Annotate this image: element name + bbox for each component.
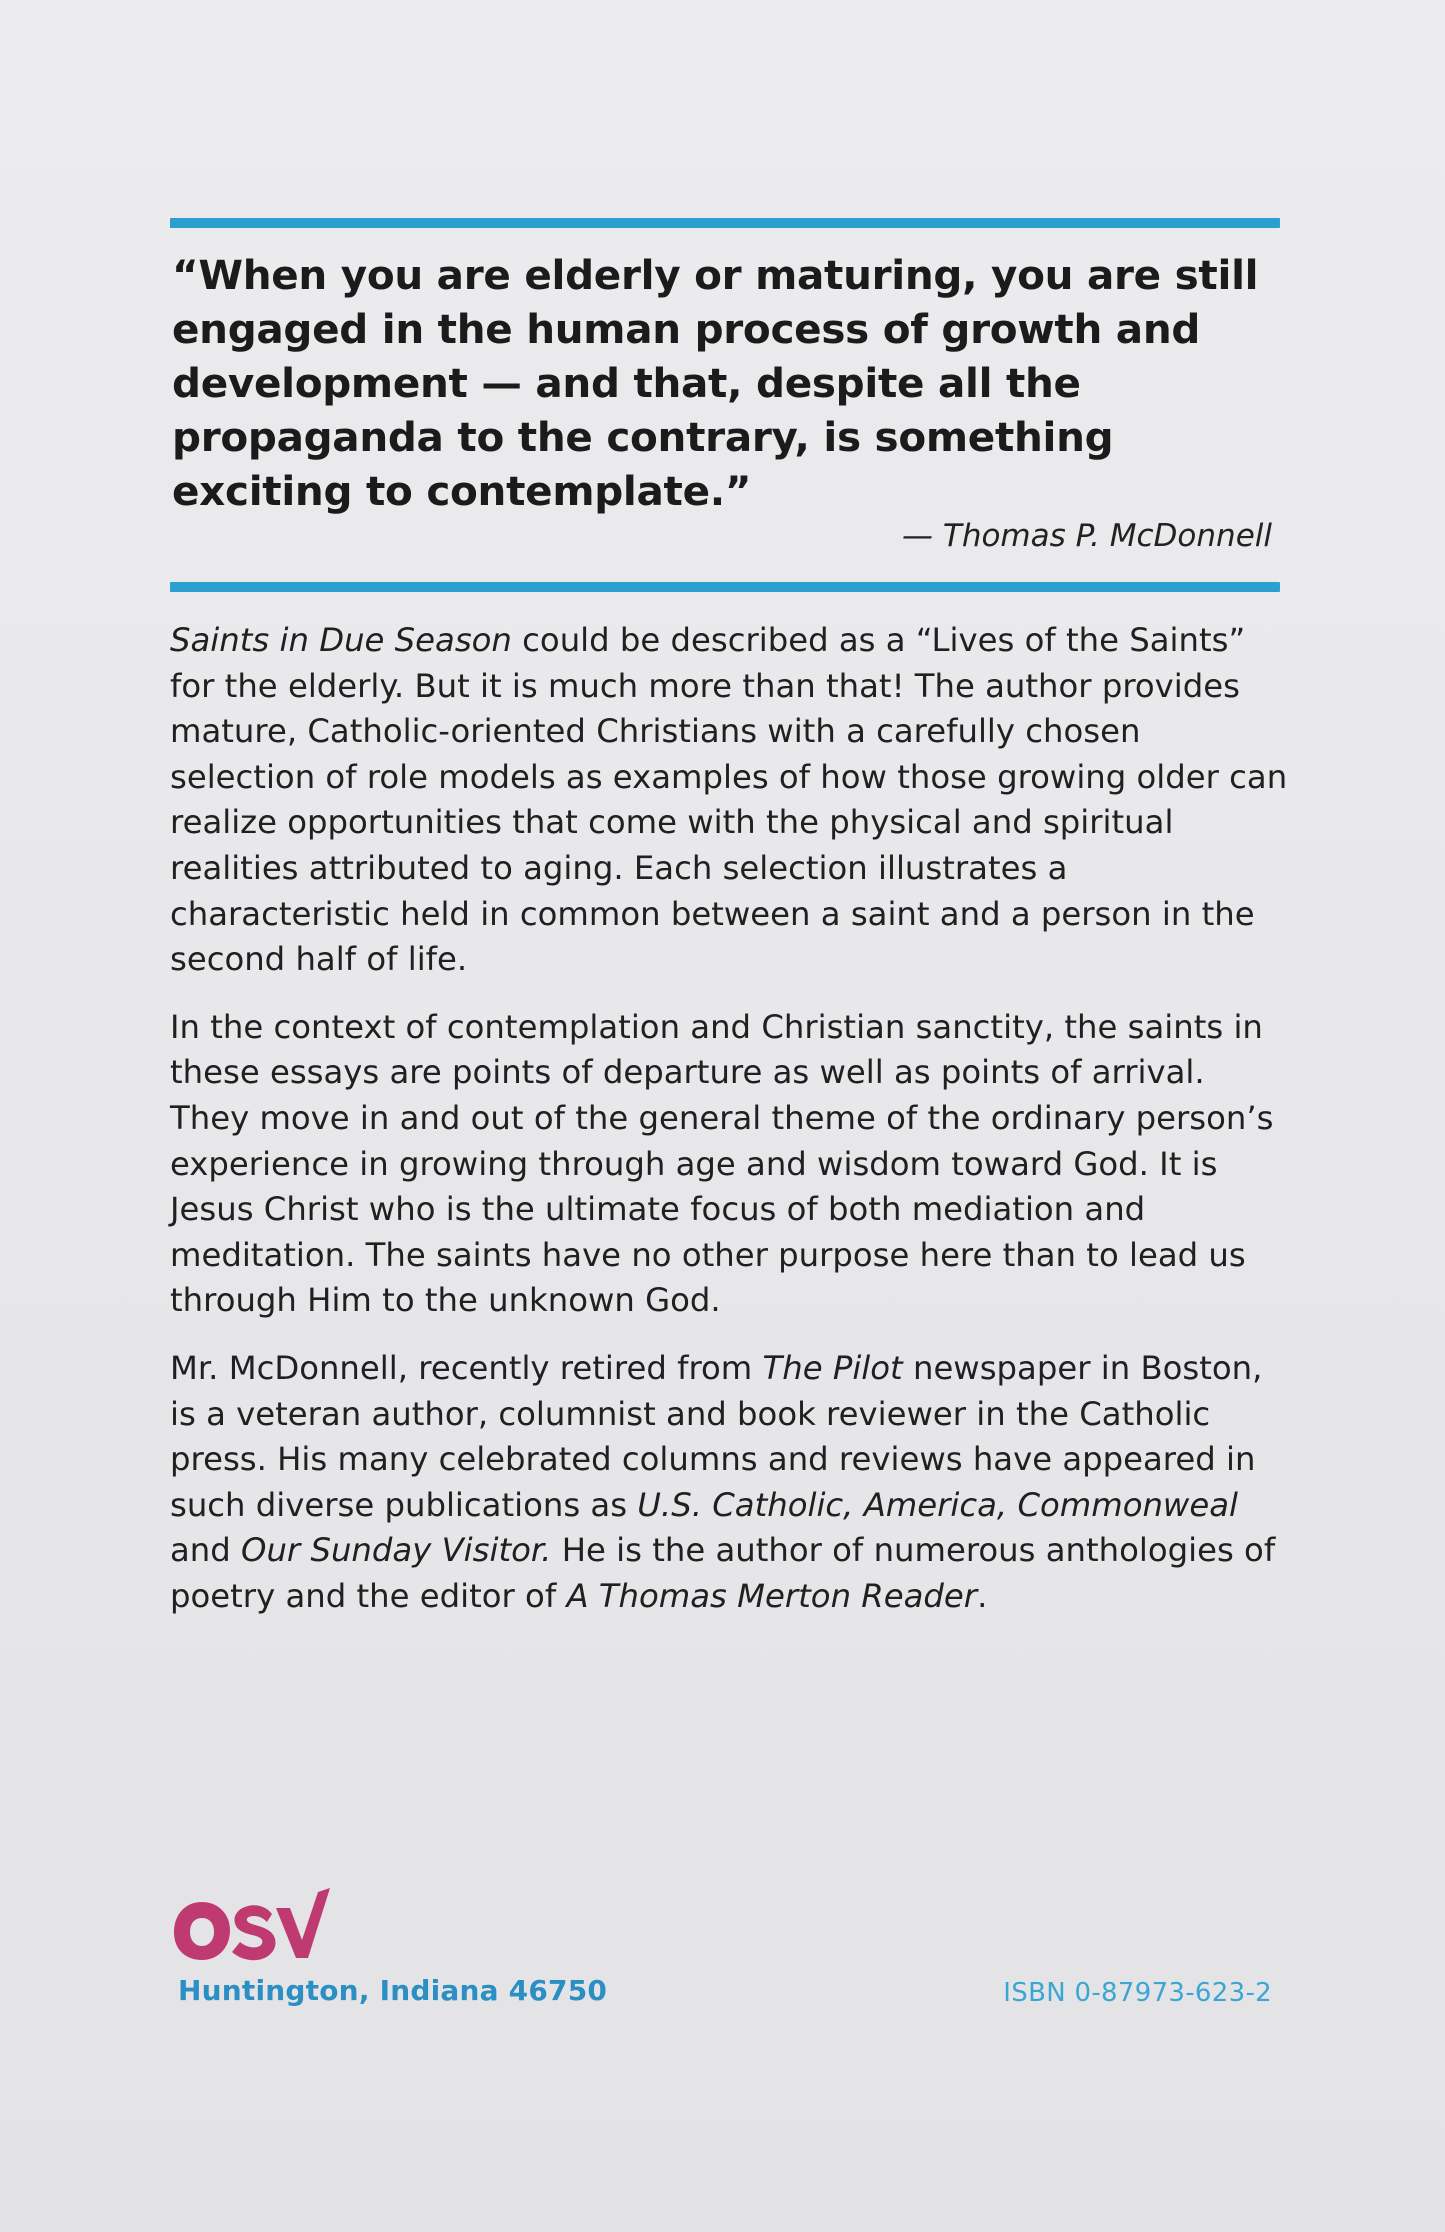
publisher-address: Huntington, Indiana 46750 — [178, 1974, 608, 2007]
description-paragraph-2: In the context of contemplation and Christian sanctity, the saints in these essays are points of departure as well as points of arrival. They move in and out of the general theme of the ordinary person’s experience in growing through age and wisdom toward God. It is Jesus Christ who is the ultimate focus of both mediation and meditation. The saints have no other purpose here than to lead us through Him to the unknown God. — [170, 1007, 1274, 1320]
osv-logo — [172, 1888, 332, 1964]
book-title: Saints in Due Season — [170, 621, 512, 659]
bottom-blue-rule — [170, 582, 1280, 592]
publication-titles: U.S. Catholic, America, Commonweal — [637, 1485, 1238, 1524]
description-paragraph-1: Saints in Due Season could be described as a “Lives of the Saints” for the elderly. But it is much more than that! The author provides mature, Catholic-oriented Christians with a carefully chosen selection of role models as examples of how those growing older can realize opportunities that come with the physical and spiritual realities attributed to aging. Each selection illustrates a characteristic held in common between a saint and a person in the second half of life. — [170, 621, 1288, 979]
publication-title-osv: Our Sunday Visitor. — [241, 1531, 552, 1570]
book-description — [170, 618, 1288, 1641]
isbn: ISBN 0-87973-623-2 — [1003, 1978, 1272, 2008]
merton-reader-title: A Thomas Merton Reader — [566, 1576, 978, 1615]
quote-attribution: — Thomas P. McDonnell — [902, 518, 1272, 554]
pull-quote: “When you are elderly or maturing, you are still engaged in the human process of growth and development — and that, despite all the propaganda to the contrary, is something exciting to contemplate.” — [172, 251, 1259, 515]
top-blue-rule — [170, 218, 1280, 228]
author-bio-paragraph: Mr. McDonnell, recently retired from The Pilot newspaper in Boston, is a veteran author, columnist and book reviewer in the Catholic press. His many celebrated columns and reviews have appeared in such diverse publications as U.S. Catholic, America, Commonweal and Our Sunday Visitor. He is the author of numerous anthologies of poetry and the editor of A Thomas Merton Reader. — [170, 1348, 1276, 1615]
pilot-title: The Pilot — [762, 1348, 903, 1387]
